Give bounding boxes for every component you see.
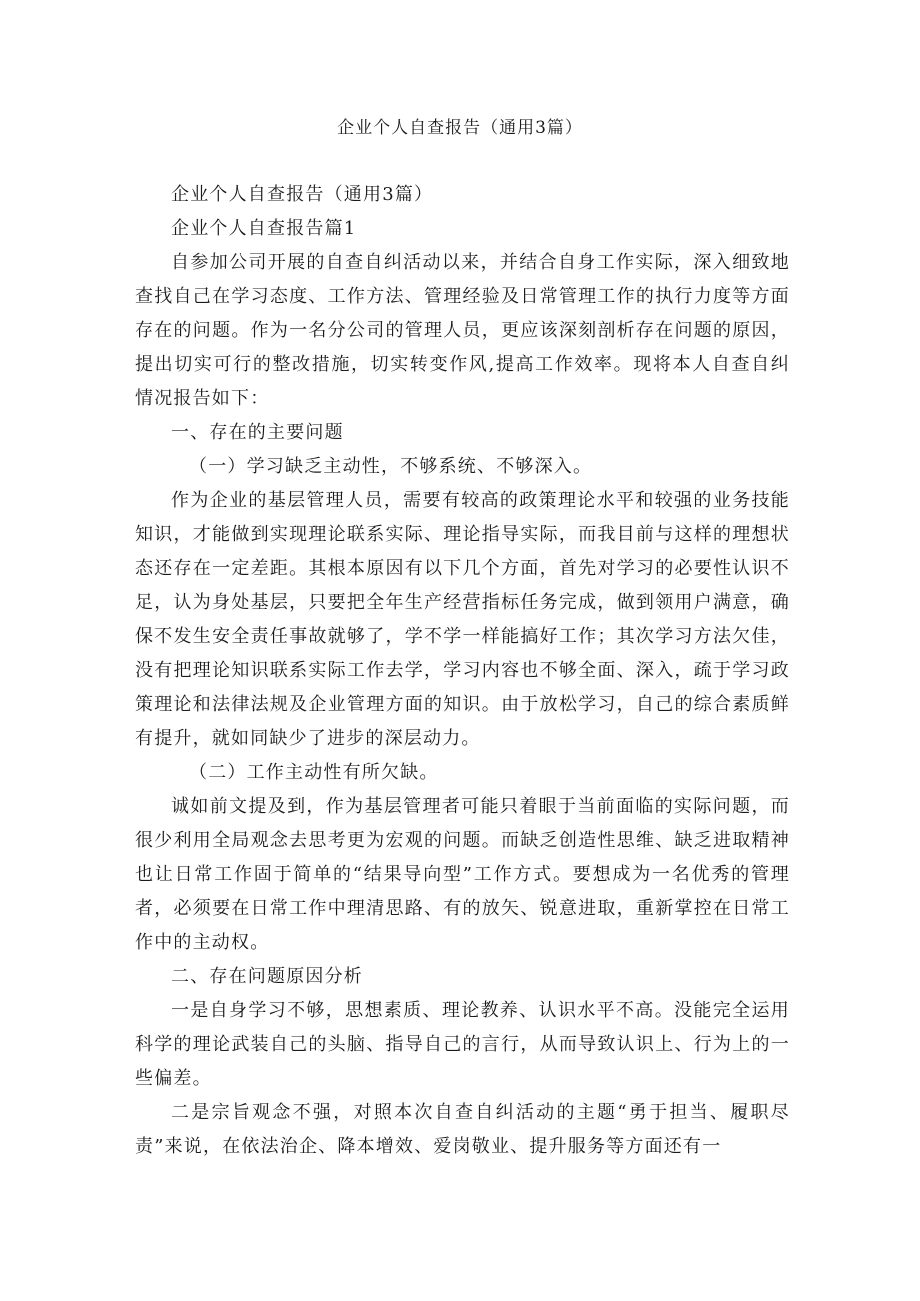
paragraph-cause-two: 二是宗旨观念不强，对照本次自查自纠活动的主题“勇于担当、履职尽责”来说，在依法治企、降本增效、爱岗敬业、提升服务等方面还有一 [135, 1102, 790, 1157]
paragraph-initiative: 诚如前文提及到，作为基层管理者可能只着眼于当前面临的实际问题，而很少利用全局观念去思考更为宏观的问题。而缺乏创造性思维、缺乏进取精神也让日常工作固于简单的“结果导向型”工作方式。要想成为一名优秀的管理者，必须要在日常工作中理清思路、有的放矢、锐意进取，重新掌控在日常工作中的主动权。 [135, 796, 790, 953]
subheading-initiative: （二）工作主动性有所欠缺。 [189, 762, 439, 783]
paragraph-subtitle: 企业个人自查报告（通用3篇） [171, 184, 434, 205]
document-title: 企业个人自查报告（通用3篇） [337, 118, 583, 138]
paragraph-section-heading: 企业个人自查报告篇1 [171, 218, 357, 239]
paragraph-intro: 自参加公司开展的自查自纠活动以来，并结合自身工作实际，深入细致地查找自己在学习态度、工作方法、管理经验及日常管理工作的执行力度等方面存在的问题。作为一名分公司的管理人员，更应该深刻剖析存在问题的原因，提出切实可行的整改措施，切实转变作风,提高工作效率。现将本人自查自纠情况报告如下： [135, 252, 790, 409]
document-body [135, 178, 790, 1164]
paragraph-cause-one: 一是自身学习不够，思想素质、理论教养、认识水平不高。没能完全运用科学的理论武装自己的头脑、指导自己的言行，从而导致认识上、行为上的一些偏差。 [135, 1000, 790, 1089]
heading-cause-analysis: 二、存在问题原因分析 [171, 966, 363, 987]
heading-main-problems: 一、存在的主要问题 [171, 422, 344, 443]
paragraph-learning: 作为企业的基层管理人员，需要有较高的政策理论水平和较强的业务技能知识，才能做到实现理论联系实际、理论指导实际，而我目前与这样的理想状态还存在一定差距。其根本原因有以下几个方面，首先对学习的必要性认识不足，认为身处基层，只要把全年生产经营指标任务完成，做到领用户满意，确保不发生安全责任事故就够了，学不学一样能搞好工作；其次学习方法欠佳，没有把理论知识联系实际工作去学，学习内容也不够全面、深入，疏于学习政策理论和法律法规及企业管理方面的知识。由于放松学习，自己的综合素质鲜有提升，就如同缺少了进步的深层动力。 [135, 490, 790, 749]
subheading-learning: （一）学习缺乏主动性，不够系统、不够深入。 [189, 456, 593, 477]
